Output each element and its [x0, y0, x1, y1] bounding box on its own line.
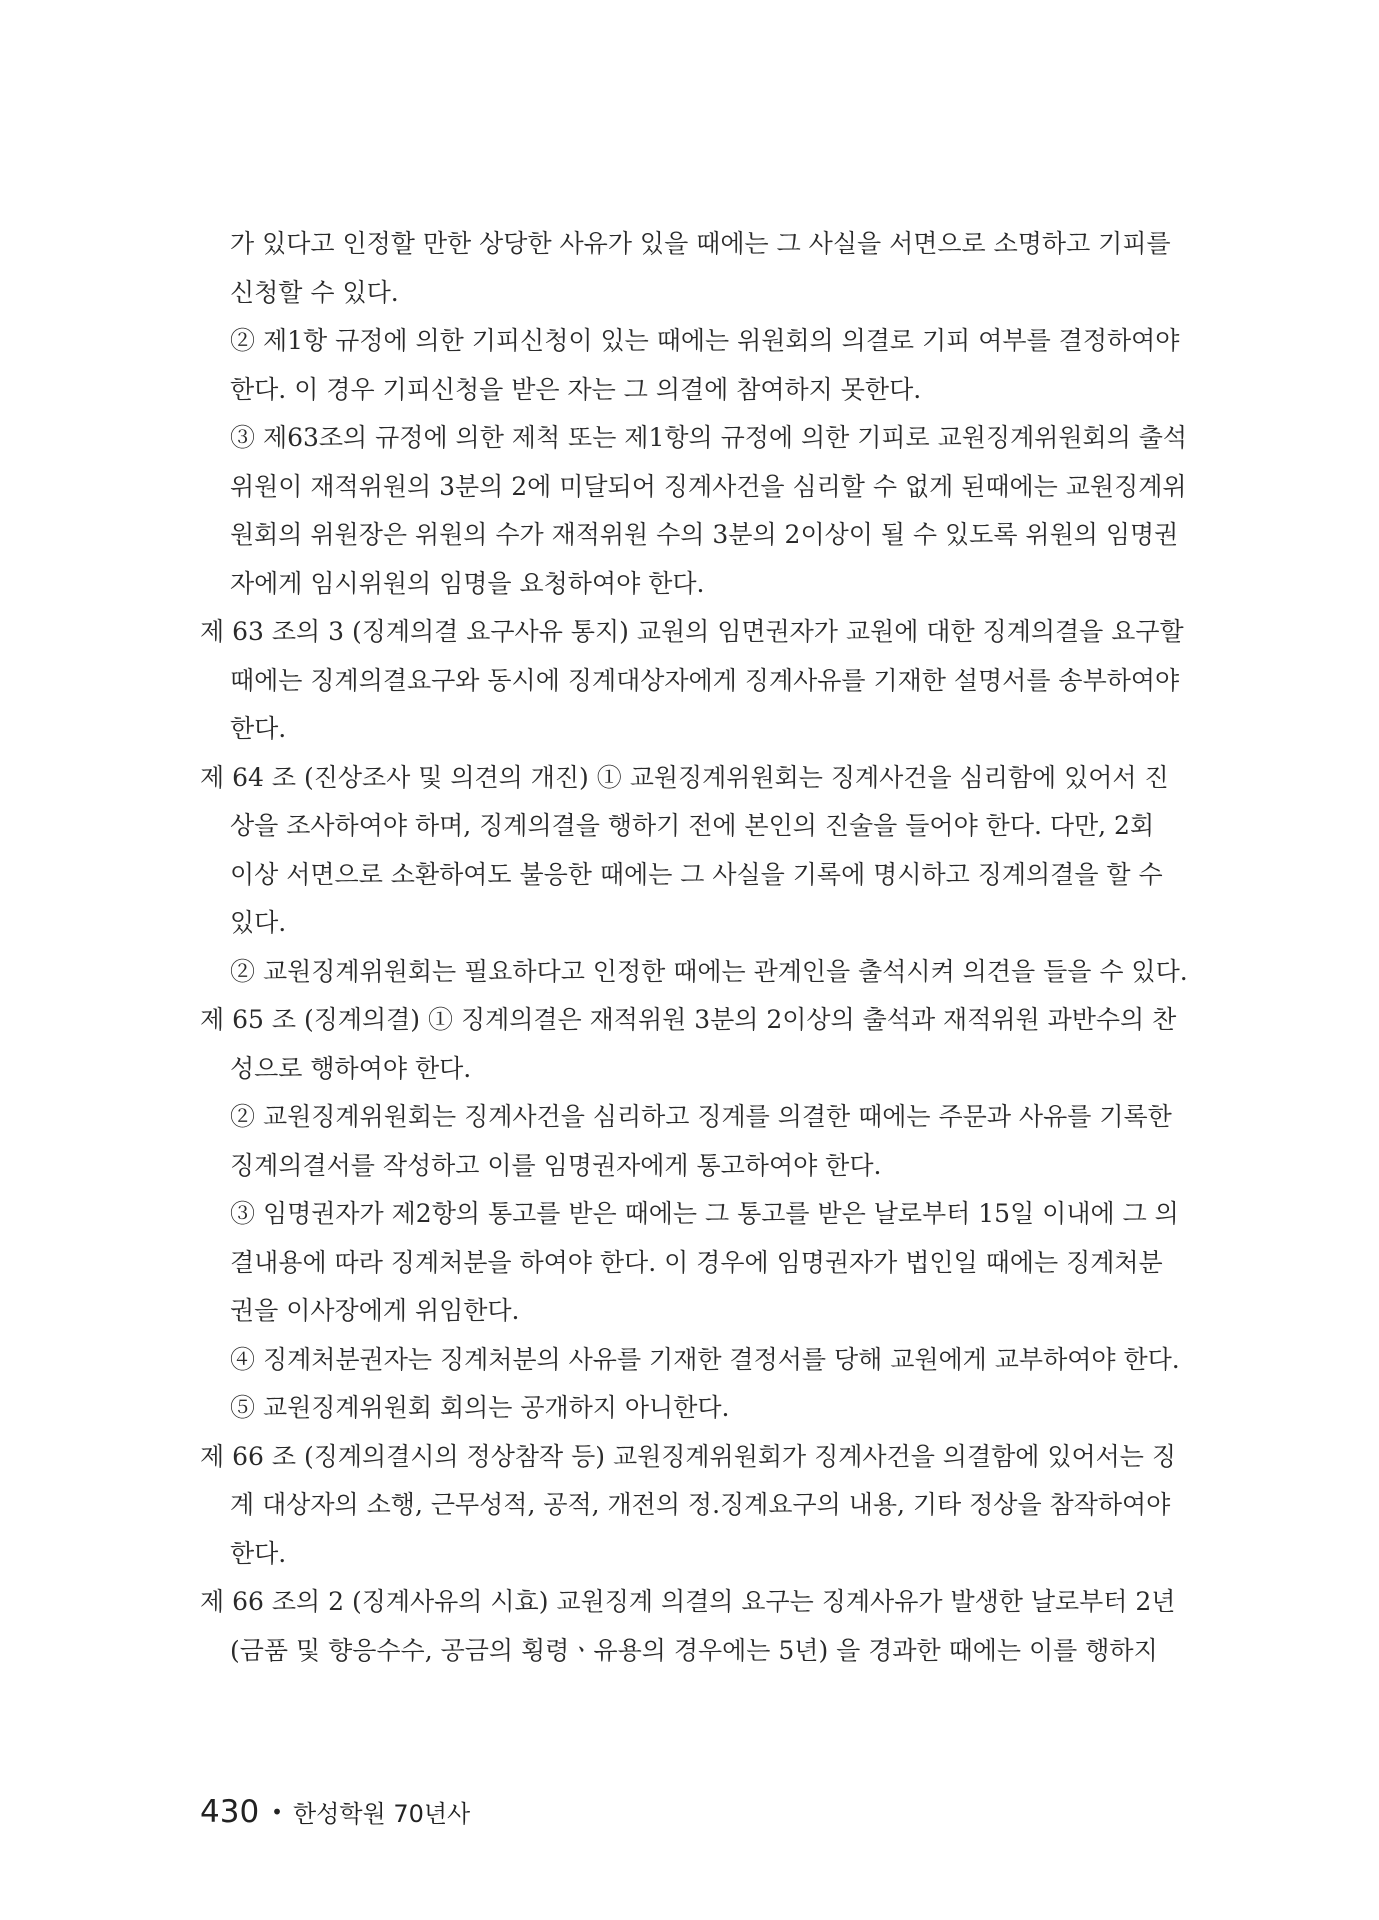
text-line: 징계의결서를 작성하고 이를 임명권자에게 통고하여야 한다.	[230, 1150, 882, 1180]
page-footer	[200, 1794, 470, 1830]
book-title: 한성학원 70년사	[292, 1800, 471, 1828]
text-line: 계 대상자의 소행, 근무성적, 공적, 개전의 정.징계요구의 내용, 기타 정상을 참작하여야	[230, 1490, 1171, 1519]
text-line: 때에는 징계의결요구와 동시에 징계대상자에게 징계사유를 기재한 설명서를 송부하여야	[230, 665, 1180, 695]
text-line: 결내용에 따라 징계처분을 하여야 한다. 이 경우에 임명권자가 법인일 때에는 징계처분	[230, 1247, 1163, 1277]
text-line: 이상 서면으로 소환하여도 불응한 때에는 그 사실을 기록에 명시하고 징계의결을 할 수	[230, 859, 1163, 889]
text-line: ③ 제63조의 규정에 의한 제척 또는 제1항의 규정에 의한 기피로 교원징계위원회의 출석	[230, 423, 1188, 452]
text-line: 원회의 위원장은 위원의 수가 재적위원 수의 3분의 2이상이 될 수 있도록 위원의 임명권	[230, 520, 1179, 549]
text-line: 권을 이사장에게 위임한다.	[230, 1296, 520, 1325]
text-line: 한다. 이 경우 기피신청을 받은 자는 그 의결에 참여하지 못한다.	[230, 374, 922, 404]
text-line: ⑤ 교원징계위원회 회의는 공개하지 아니한다.	[230, 1393, 730, 1422]
article-heading-64: 제 64 조 (진상조사 및 의견의 개진) ① 교원징계위원회는 징계사건을 심리함에 있어서 진	[200, 762, 1169, 792]
article-heading-66-2: 제 66 조의 2 (징계사유의 시효) 교원징계 의결의 요구는 징계사유가 발생한 날로부터 2년	[200, 1587, 1176, 1616]
text-line: ② 교원징계위원회는 필요하다고 인정한 때에는 관계인을 출석시켜 의견을 들을 수 있다.	[230, 956, 1188, 986]
body-text	[200, 220, 1188, 1675]
text-line: 가 있다고 인정할 만한 상당한 사유가 있을 때에는 그 사실을 서면으로 소명하고 기피를	[230, 229, 1171, 258]
text-line: 위원이 재적위원의 3분의 2에 미달되어 징계사건을 심리할 수 없게 된때에는 교원징계위	[230, 471, 1187, 501]
text-line: 한다.	[230, 1538, 287, 1568]
text-line: (금품 및 향응수수, 공금의 횡령ㆍ유용의 경우에는 5년) 을 경과한 때에는 이를 행하지	[230, 1635, 1158, 1665]
text-line: ② 교원징계위원회는 징계사건을 심리하고 징계를 의결한 때에는 주문과 사유를 기록한	[230, 1102, 1172, 1131]
text-line: 성으로 행하여야 한다.	[230, 1053, 472, 1083]
article-heading-65: 제 65 조 (징계의결) ① 징계의결은 재적위원 3분의 2이상의 출석과 재적위원 과반수의 찬	[200, 1005, 1177, 1034]
text-line: 있다.	[230, 908, 287, 937]
text-line: 한다.	[230, 714, 287, 743]
bullet-icon: •	[271, 1800, 283, 1824]
text-line: ③ 임명권자가 제2항의 통고를 받은 때에는 그 통고를 받은 날로부터 15일 이내에 그 의	[230, 1199, 1179, 1228]
text-line: ④ 징계처분권자는 징계처분의 사유를 기재한 결정서를 당해 교원에게 교부하여야 한다.	[230, 1344, 1180, 1374]
text-line: 신청할 수 있다.	[230, 277, 399, 307]
text-line: 자에게 임시위원의 임명을 요청하여야 한다.	[230, 568, 705, 598]
page-number: 430	[200, 1794, 260, 1830]
text-line: ② 제1항 규정에 의한 기피신청이 있는 때에는 위원회의 의결로 기피 여부를 결정하여야	[230, 326, 1180, 355]
article-heading-66: 제 66 조 (징계의결시의 정상참작 등) 교원징계위원회가 징계사건을 의결함에 있어서는 징	[200, 1441, 1177, 1471]
article-heading-63-3: 제 63 조의 3 (징계의결 요구사유 통지) 교원의 임면권자가 교원에 대한 징계의결을 요구할	[200, 617, 1184, 646]
text-line: 상을 조사하여야 하며, 징계의결을 행하기 전에 본인의 진술을 들어야 한다. 다만, 2회	[230, 811, 1155, 840]
